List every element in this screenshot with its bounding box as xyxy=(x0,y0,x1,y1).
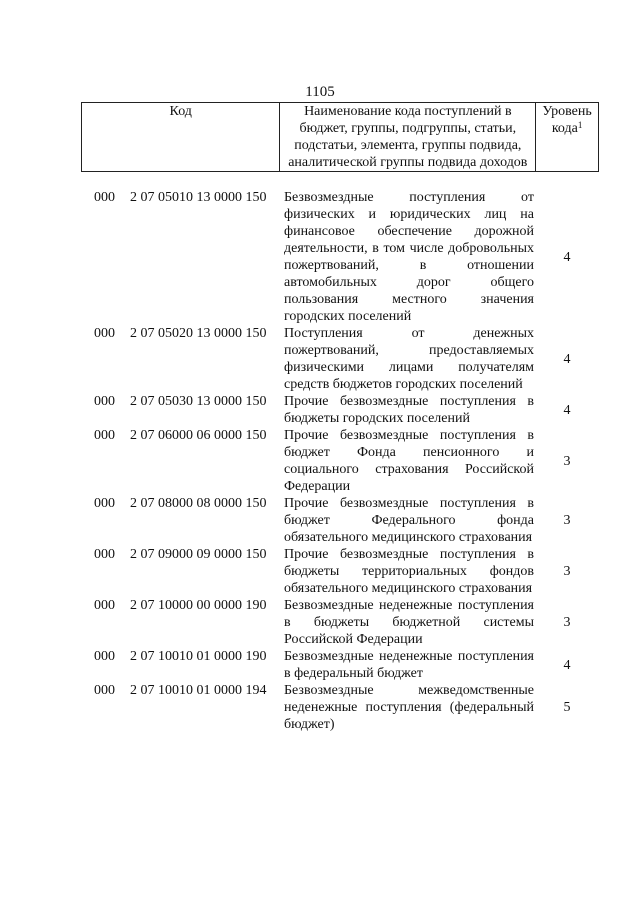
table-row xyxy=(0,597,640,648)
admin-code: 000 xyxy=(94,649,115,664)
page-number: 1105 xyxy=(305,84,335,100)
admin-code: 000 xyxy=(94,190,115,205)
code-level: 3 xyxy=(563,564,571,579)
admin-code: 000 xyxy=(94,496,115,511)
revenue-code: 2 07 10010 01 0000 194 xyxy=(130,683,267,698)
revenue-name: Безвозмездные неденежные поступления в бюджеты бюджетной системы Российской Федерации xyxy=(284,598,534,647)
header-code: Код xyxy=(82,103,280,172)
header-level-label: Уровень кода xyxy=(542,104,592,136)
table-row xyxy=(0,495,640,546)
table-body xyxy=(0,189,640,733)
revenue-code: 2 07 10010 01 0000 190 xyxy=(130,649,267,664)
revenue-code: 2 07 05020 13 0000 150 xyxy=(130,326,267,341)
footnote-marker: 1 xyxy=(577,120,583,130)
admin-code: 000 xyxy=(94,683,115,698)
column-header-table xyxy=(81,102,599,172)
admin-code: 000 xyxy=(94,326,115,341)
table-row xyxy=(0,546,640,597)
admin-code: 000 xyxy=(94,598,115,613)
revenue-name: Прочие безвозмездные поступления в бюджет Федерального фонда обязательного медицинского страхования xyxy=(284,496,534,545)
code-level: 4 xyxy=(563,249,571,265)
revenue-name: Прочие безвозмездные поступления в бюджеты городских поселений xyxy=(284,394,534,426)
header-level xyxy=(536,103,599,172)
code-level: 4 xyxy=(563,351,571,367)
code-level: 3 xyxy=(563,453,571,469)
header-name: Наименование кода поступлений в бюджет, группы, подгруппы, статьи, подстатьи, элемента, группы подвида, аналитической группы подвида доходов xyxy=(280,103,536,172)
revenue-name: Безвозмездные межведомственные неденежные поступления (федеральный бюджет) xyxy=(284,683,534,732)
revenue-name: Поступления от денежных пожертвований, предоставляемых физическими лицами получателям средств бюджетов городских поселений xyxy=(284,326,534,392)
code-level: 3 xyxy=(563,513,571,528)
admin-code: 000 xyxy=(94,547,115,562)
revenue-name: Безвозмездные поступления от физических и юридических лиц на финансовое обеспечение дорожной деятельности, в том числе добровольных пожертвований, в отношении автомобильных дорог общего пользования местного значения городских поселений xyxy=(284,190,534,324)
revenue-code: 2 07 06000 06 0000 150 xyxy=(130,428,267,443)
table-row xyxy=(0,393,640,427)
revenue-name: Прочие безвозмездные поступления в бюджет Фонда пенсионного и социального страхования Российской Федерации xyxy=(284,428,534,494)
table-row xyxy=(0,682,640,733)
code-level: 5 xyxy=(563,700,571,715)
revenue-code: 2 07 08000 08 0000 150 xyxy=(130,496,267,511)
revenue-name: Прочие безвозмездные поступления в бюджеты территориальных фондов обязательного медицинского страхования xyxy=(284,547,534,596)
table-row xyxy=(0,189,640,325)
code-level: 4 xyxy=(563,402,571,418)
table-row xyxy=(0,325,640,393)
admin-code: 000 xyxy=(94,428,115,443)
revenue-code: 2 07 05030 13 0000 150 xyxy=(130,394,267,409)
revenue-code: 2 07 09000 09 0000 150 xyxy=(130,547,267,562)
code-level: 3 xyxy=(563,615,571,630)
header-row xyxy=(82,103,599,172)
admin-code: 000 xyxy=(94,394,115,409)
code-level: 4 xyxy=(563,657,571,673)
revenue-code: 2 07 10000 00 0000 190 xyxy=(130,598,267,613)
table-row xyxy=(0,427,640,495)
table-row xyxy=(0,648,640,682)
revenue-name: Безвозмездные неденежные поступления в федеральный бюджет xyxy=(284,649,534,681)
revenue-code: 2 07 05010 13 0000 150 xyxy=(130,190,267,205)
